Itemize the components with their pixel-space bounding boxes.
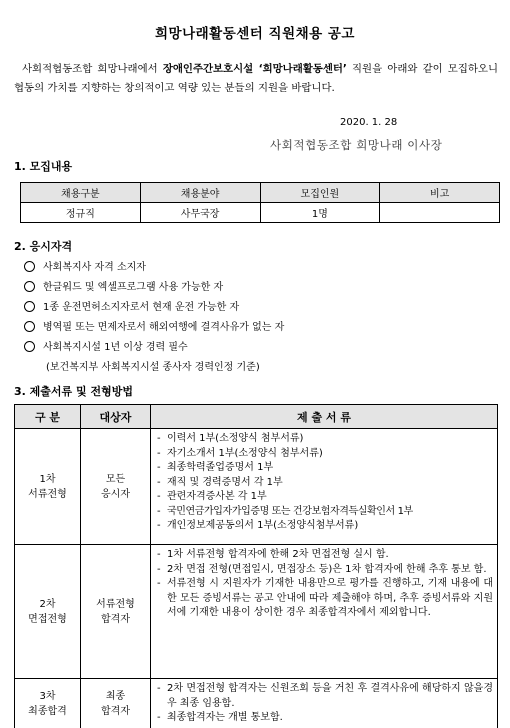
list-item: 한글워드 및 엑셀프로그램 사용 가능한 자 [24, 278, 284, 298]
list-item: - 이력서 1부(소정양식 첨부서류) [157, 433, 304, 444]
qualification-list [24, 258, 284, 378]
documents-cell [151, 545, 498, 679]
circle-bullet-icon [24, 341, 35, 352]
header-headcount: 모집인원 [260, 183, 380, 203]
table-row [21, 203, 500, 223]
stage-cell: 3차 최종합격 [15, 679, 81, 728]
notice-date: 2020. 1. 28 [340, 117, 398, 128]
intro-text-2: 직원을 아래와 같이 모집하오니 협동의 가치를 지향하는 창의적이고 역량 있는 분들의 지원을 바랍니다. [14, 63, 498, 94]
circle-bullet-icon [24, 261, 35, 272]
documents-table [14, 404, 498, 728]
target-cell: 최종 합격자 [81, 679, 151, 728]
issuer-name: 사회적협동조합 희망나래 이사장 [270, 138, 443, 152]
documents-table-header [15, 405, 498, 429]
list-item: 사회복지사 자격 소지자 [24, 258, 284, 278]
list-item: - 1차 서류전형 합격자에 한해 2차 면접전형 실시 함. [157, 549, 389, 560]
recruitment-table-header [21, 183, 500, 203]
notice-title: 희망나래활동센터 직원채용 공고 [155, 26, 355, 42]
list-item: - 자기소개서 1부(소정양식 첨부서류) [157, 447, 323, 459]
list-item: - 재직 및 경력증명서 각 1부 [157, 476, 283, 488]
header-target: 대상자 [81, 405, 151, 429]
list-item: - 2차 면접전형 합격자는 신원조회 등을 거친 후 결격사유에 해당하지 않을경우 최종 임용함. [157, 683, 493, 709]
header-field: 채용분야 [140, 183, 260, 203]
header-employment-type: 채용구분 [21, 183, 141, 203]
target-cell: 서류전형 합격자 [81, 545, 151, 679]
table-row [15, 429, 498, 545]
documents-cell [151, 429, 498, 545]
table-row [15, 545, 498, 679]
circle-bullet-icon [24, 321, 35, 332]
section-documents-heading: 3. 제출서류 및 전형방법 [14, 385, 133, 398]
header-remarks: 비고 [380, 183, 500, 203]
cell-remarks [380, 203, 500, 223]
stage-cell: 1차 서류전형 [15, 429, 81, 545]
list-item: 1종 운전면허소지자로서 현재 운전 가능한 자 [24, 298, 284, 318]
header-documents: 제 출 서 류 [151, 405, 498, 429]
stage-cell: 2차 면접전형 [15, 545, 81, 679]
recruitment-table [20, 182, 500, 223]
table-row [15, 679, 498, 728]
circle-bullet-icon [24, 301, 35, 312]
list-item: - 관련자격증사본 각 1부 [157, 491, 267, 502]
intro-text-1: 사회적협동조합 희망나래에서 [22, 63, 163, 75]
list-item: - 최종학력졸업증명서 1부 [157, 462, 274, 473]
documents-cell [151, 679, 498, 728]
cell-field: 사무국장 [140, 203, 260, 223]
list-item: - 국민연금가입자가입증명 또는 건강보험자격득실확인서 1부 [157, 505, 413, 517]
circle-bullet-icon [24, 281, 35, 292]
cell-headcount: 1명 [260, 203, 380, 223]
intro-paragraph [14, 60, 498, 98]
intro-facility-name: 장애인주간보호시설 ‘희망나래활동센터’ [162, 63, 347, 75]
list-item: - 2차 면접 전형(면접일시, 면접장소 등)은 1차 합격자에 한해 추후 통보 함. [157, 563, 487, 575]
list-item: - 개인정보제공동의서 1부(소정양식첨부서류) [157, 520, 359, 531]
list-item: - 최종합격자는 개별 통보함. [157, 712, 283, 723]
header-category: 구 분 [15, 405, 81, 429]
list-item: - 서류전형 시 지원자가 기재한 내용만으로 평가를 진행하고, 기재 내용에 대한 모든 증빙서류는 공고 안내에 따라 제출해야 하며, 추후 증빙서류와 지원서에 기재한 내용이 상이한 경우 최종합격자에서 제외합니다. [157, 578, 493, 618]
cell-employment-type: 정규직 [21, 203, 141, 223]
section-qualification-heading: 2. 응시자격 [14, 240, 73, 253]
list-item: 사회복지시설 1년 이상 경력 필수 [24, 338, 284, 358]
target-cell: 모든 응시자 [81, 429, 151, 545]
section-recruitment-heading: 1. 모집내용 [14, 160, 73, 173]
qualification-note: (보건복지부 사회복지시설 종사자 경력인정 기준) [46, 362, 260, 373]
list-item: 병역필 또는 면제자로서 해외여행에 결격사유가 없는 자 [24, 318, 284, 338]
